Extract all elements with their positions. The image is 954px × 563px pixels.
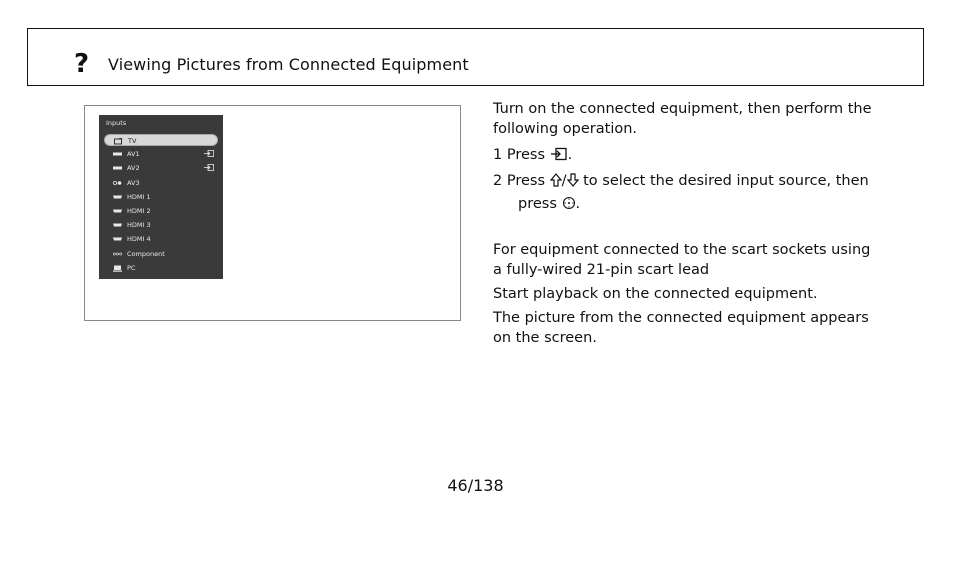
scart-icon <box>113 151 121 157</box>
input-item-component[interactable] <box>104 248 218 260</box>
hdmi-icon <box>113 222 121 228</box>
scart-icon <box>113 165 121 171</box>
help-icon[interactable]: ? <box>74 49 90 79</box>
down-arrow-icon <box>567 173 579 193</box>
input-item-label: HDMI 4 <box>127 235 151 244</box>
step-2: 2 Press / to select the desired input source, then press . <box>493 171 878 216</box>
input-item-hdmi-1[interactable] <box>104 191 218 203</box>
page-header <box>27 28 924 86</box>
input-item-label: AV2 <box>127 164 140 173</box>
scart-heading: For equipment connected to the scart sockets using a fully-wired 21-pin scart lead <box>493 242 871 278</box>
intro-text: Turn on the connected equipment, then perform the following operation. <box>493 101 872 137</box>
page-title: Viewing Pictures from Connected Equipment <box>108 55 469 74</box>
step-2-line-2: press . <box>493 194 878 216</box>
page-number: 46/138 <box>447 476 504 495</box>
input-item-pc[interactable] <box>104 262 218 274</box>
input-item-av3[interactable] <box>104 177 218 189</box>
input-button-icon <box>550 147 568 167</box>
external-input-icon <box>204 150 214 157</box>
inputs-screenshot <box>84 105 461 321</box>
hdmi-icon <box>113 236 121 242</box>
input-item-label: AV1 <box>127 150 140 159</box>
input-item-label: HDMI 1 <box>127 192 151 201</box>
input-item-label: Component <box>127 249 165 258</box>
input-item-label: TV <box>128 137 137 145</box>
input-item-hdmi-4[interactable] <box>104 233 218 245</box>
up-arrow-icon <box>550 173 562 193</box>
external-input-icon <box>204 164 214 171</box>
input-item-label: HDMI 3 <box>127 221 151 230</box>
input-item-hdmi-3[interactable] <box>104 219 218 231</box>
tv-icon <box>114 138 122 144</box>
input-item-hdmi-2[interactable] <box>104 205 218 217</box>
pc-icon <box>113 265 121 271</box>
component-icon <box>113 251 121 257</box>
input-item-av2[interactable] <box>104 162 218 174</box>
input-item-tv[interactable] <box>104 134 218 146</box>
enter-button-icon <box>562 196 576 216</box>
input-item-av1[interactable] <box>104 148 218 160</box>
inputs-menu <box>99 115 223 279</box>
input-item-label: PC <box>127 263 136 272</box>
input-item-label: AV3 <box>127 178 140 187</box>
inputs-menu-title: Inputs <box>106 119 127 127</box>
scart-step-1: Start playback on the connected equipment. <box>493 286 818 302</box>
hdmi-icon <box>113 208 121 214</box>
av-jack-icon <box>113 180 121 186</box>
step-1: 1 Press . <box>493 145 878 167</box>
input-item-label: HDMI 2 <box>127 207 151 215</box>
scart-step-2: The picture from the connected equipment appears on the screen. <box>493 310 869 346</box>
hdmi-icon <box>113 194 121 200</box>
